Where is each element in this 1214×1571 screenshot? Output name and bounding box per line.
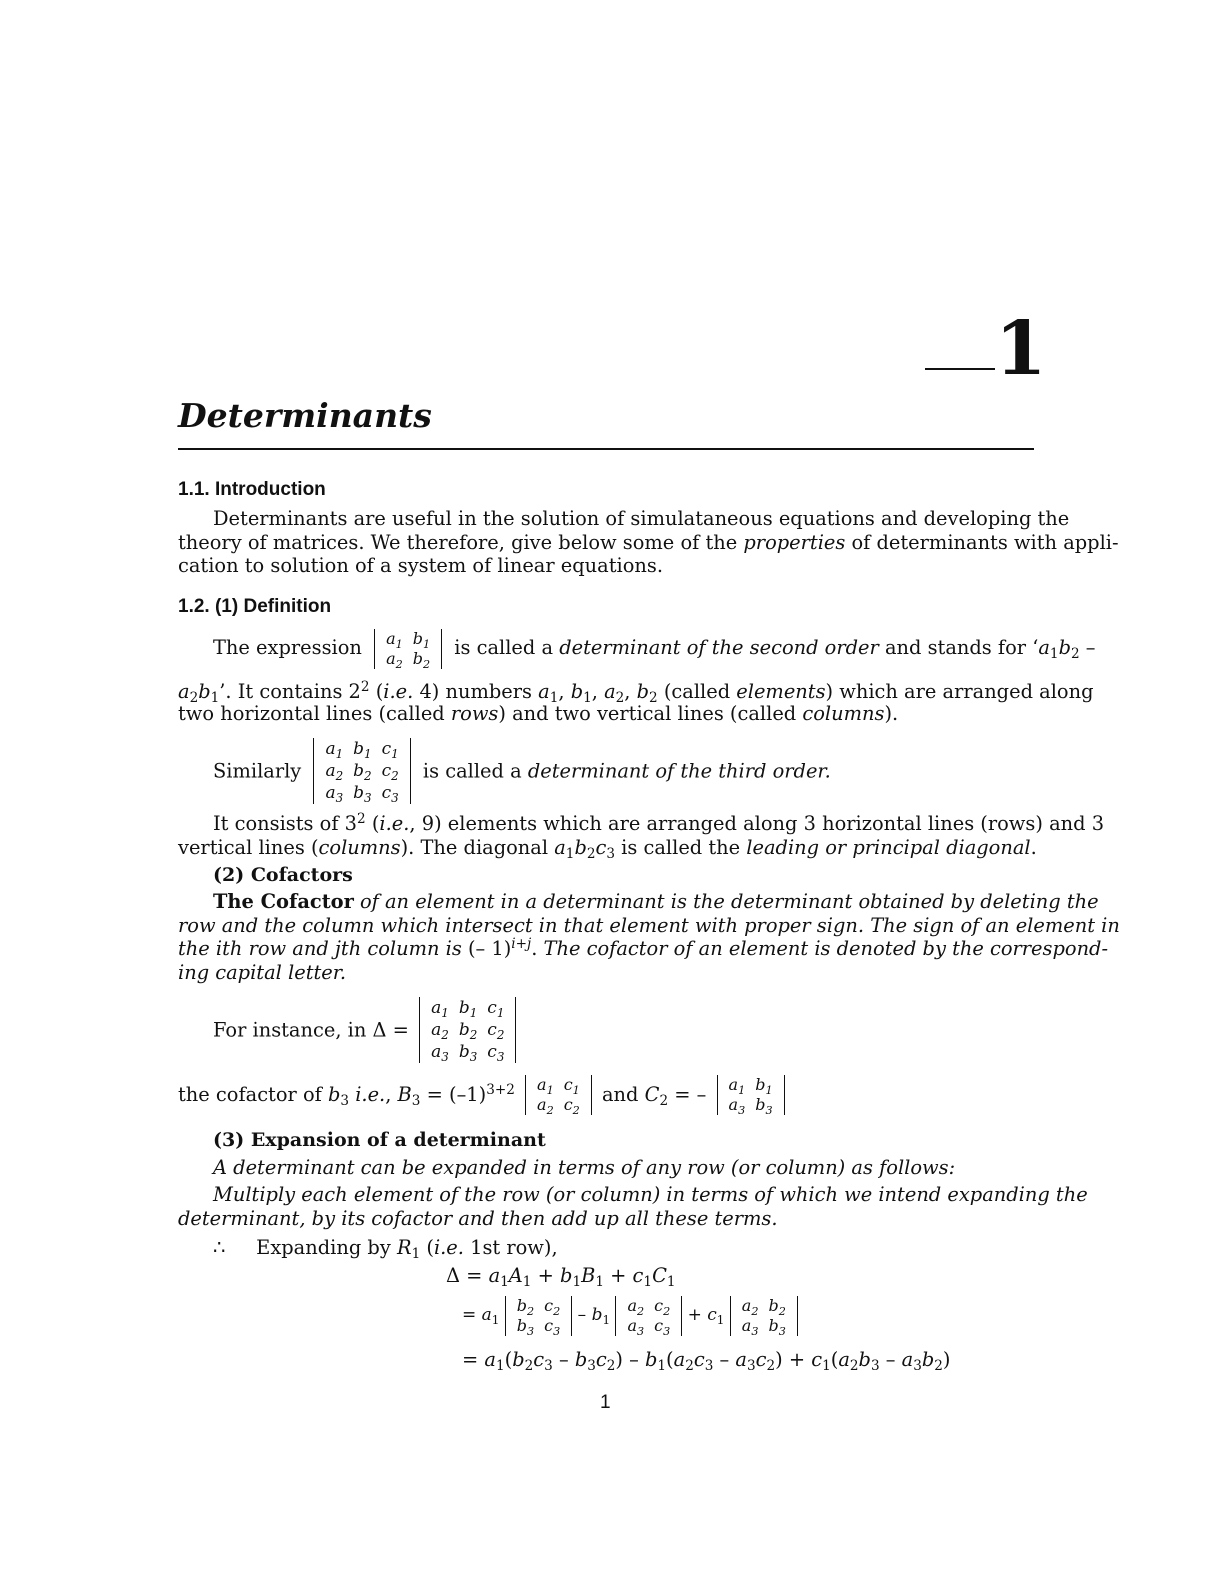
title-rule	[178, 448, 1034, 450]
expanding-by-line: ∴ Expanding by $R_1$ (i.e. 1st row),	[213, 1236, 558, 1262]
section-heading-definition: 1.2. (1) Definition	[178, 596, 332, 617]
definition-line-1: The expression $a_1$ $b_1$ $a_2$ $b_2$ is called a determinant of the second order and stands for ‘$a_1b_2$ –	[213, 629, 1096, 671]
definition-line-2: $a_2b_1$’. It contains $2^2$ (i.e. 4) numbers $a_1$, $b_1$, $a_2$, $b_2$ (called elements) which are arranged along two horizontal lines (called rows) and two vertical lines (called columns).	[178, 679, 1094, 725]
expansion-line-1: A determinant can be expanded in terms of any row (or column) as follows:	[213, 1156, 956, 1179]
cofactors-paragraph: The Cofactor of an element in a determinant is the determinant obtained by deleting the row and the column which intersect in that element with proper sign. The sign of an element in the ith row and jth column is (– 1)$^{i+j}$. The cofactor of an element is denoted by the correspond- ing capital letter.	[178, 890, 1120, 984]
for-instance-text: For instance, in Δ =	[213, 1018, 409, 1042]
introduction-paragraph: Determinants are useful in the solution of simulataneous equations and developing the theory of matrices. We therefore, give below some of the properties of determinants with appli- cation to solution of a system of linear equations.	[178, 507, 1119, 577]
determinant-delta: $a_1$ $b_1$ $c_1$ $a_2$ $b_2$ $c_2$ $a_3$ $b_3$ $c_3$	[419, 997, 516, 1063]
determinant-C2: $a_1$ $b_1$ $a_3$ $b_3$	[717, 1075, 785, 1115]
chapter-number: 1	[995, 306, 1047, 392]
for-instance-line	[213, 997, 516, 1063]
def-expression-text: The expression	[213, 636, 362, 659]
section-heading-introduction: 1.1. Introduction	[178, 479, 326, 500]
expansion-heading: (3) Expansion of a determinant	[213, 1129, 546, 1151]
expansion-eq-2: = $a_1$ $b_2$ $c_2$ $b_3$ $c_3$ – $b_1$ $a_2$ $c_2$ $a_3$ $c_3$ + $c_1$ $a_2$ $b_2$ $a_3$ $b_3$	[462, 1296, 798, 1336]
determinant-2x2: $a_1$ $b_1$ $a_2$ $b_2$	[374, 629, 442, 669]
cofactor-example-line: the cofactor of $b_3$ i.e., $B_3 = (-1)^{3+2}$ $a_1$ $c_1$ $a_2$ $c_2$ and $C_2$ = – $a_1$ $b_1$ $a_3$ $b_3$	[178, 1075, 785, 1115]
determinant-3x3: $a_1$ $b_1$ $c_1$ $a_2$ $b_2$ $c_2$ $a_3$ $b_3$ $c_3$	[313, 738, 410, 804]
minor-c1: $a_2$ $b_2$ $a_3$ $b_3$	[730, 1296, 798, 1336]
expansion-eq-1: $\Delta = a_1A_1 + b_1B_1 + c_1C_1$	[446, 1264, 676, 1290]
expansion-paragraph: Multiply each element of the row (or column) in terms of which we intend expanding the determinant, by its cofactor and then add up all these terms.	[178, 1183, 1088, 1230]
page-number: 1	[600, 1392, 611, 1413]
consists-paragraph: It consists of $3^2$ (i.e., 9) elements which are arranged along 3 horizontal lines (rows) and 3 vertical lines (columns). The diagonal $a_1b_2c_3$ is called the leading or principal diagonal.	[178, 811, 1105, 862]
minor-a1: $b_2$ $c_2$ $b_3$ $c_3$	[505, 1296, 572, 1336]
determinant-B3: $a_1$ $c_1$ $a_2$ $c_2$	[525, 1075, 592, 1115]
expansion-eq-3: = $a_1(b_2c_3 - b_3c_2) - b_1(a_2c_3 - a_3c_2) + c_1(a_2b_3 - a_3b_2)$	[462, 1348, 951, 1374]
cofactors-heading: (2) Cofactors	[213, 864, 353, 886]
expanding-by-text: Expanding by	[256, 1236, 391, 1259]
similarly-text: Similarly	[213, 759, 302, 783]
similarly-line: Similarly $a_1$ $b_1$ $c_1$ $a_2$ $b_2$ $c_2$ $a_3$ $b_3$ $c_3$ is called a determinant of the third order.	[213, 739, 831, 805]
chapter-number-rule	[925, 368, 995, 370]
minor-b1: $a_2$ $c_2$ $a_3$ $c_3$	[615, 1296, 682, 1336]
therefore-symbol: ∴	[213, 1236, 226, 1259]
chapter-title: Determinants	[178, 396, 432, 435]
